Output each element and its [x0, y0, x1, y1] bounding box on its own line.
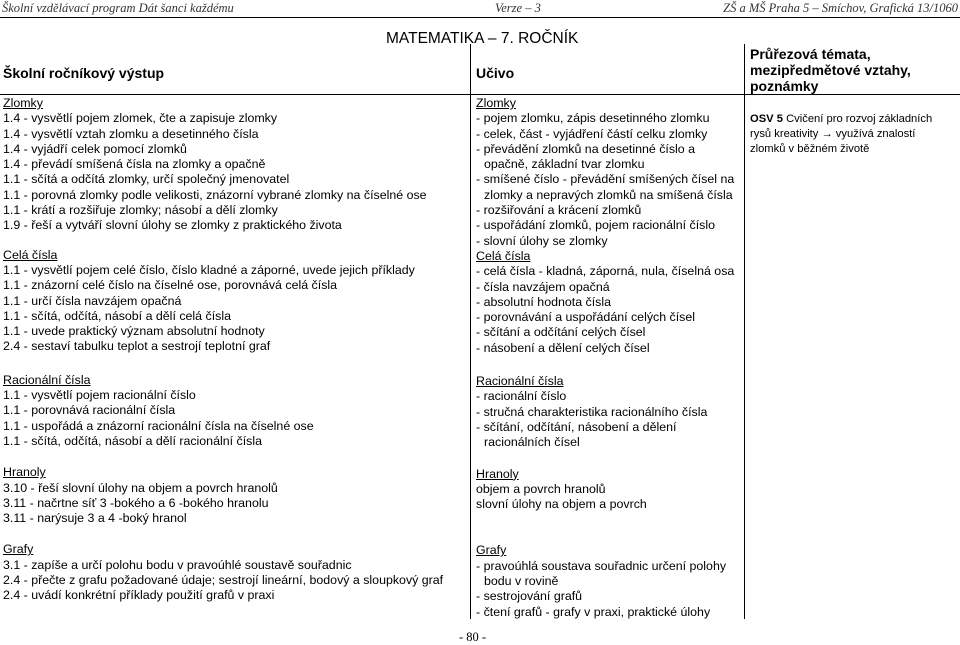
list-item: 1.1 - vysvětlí pojem racionální číslo	[3, 388, 196, 403]
vystup-section-cela-cisla	[3, 248, 465, 355]
temata-note	[750, 112, 958, 157]
ucivo-section-hranoly	[476, 467, 742, 513]
column-divider-2	[744, 44, 745, 619]
list-item: - převádění zlomků na desetinné číslo a	[476, 141, 696, 156]
column-heading-ucivo: Učivo	[476, 65, 515, 81]
section-heading: Celá čísla	[3, 247, 58, 262]
list-item: 2.4 - uvádí konkrétní příklady použití grafů v praxi	[3, 588, 275, 603]
list-item: - rozšiřování a krácení zlomků	[476, 203, 642, 218]
section-heading: Grafy	[476, 543, 507, 558]
list-item: - smíšené číslo - převádění smíšených čísel na	[476, 172, 735, 187]
vystup-section-racionalni-cisla	[3, 373, 465, 449]
list-item: - absolutní hodnota čísla	[476, 294, 612, 309]
temata-text-2: rysů kreativity	[750, 128, 819, 140]
vystup-column	[3, 96, 465, 604]
list-item: 2.4 - přečte z grafu požadované údaje; sestrojí lineární, bodový a sloupkový graf	[3, 573, 444, 588]
list-item: 1.1 - uvede praktický význam absolutní hodnoty	[3, 324, 265, 339]
list-item: 1.1 - uspořádá a znázorní racionální čísla na číselné ose	[3, 418, 314, 433]
list-item: - celek, část - vyjádření částí celku zlomky	[476, 126, 708, 141]
list-item: 1.1 - porovná zlomky podle velikosti, znázorní vybrané zlomky na číselné ose	[3, 187, 427, 202]
header-rule	[0, 17, 960, 18]
section-heading: Zlomky	[3, 96, 43, 110]
column-heading-vystup: Školní ročníkový výstup	[3, 65, 165, 81]
temata-text-1: Cvičení pro rozvoj základních	[786, 113, 933, 125]
section-heading: Racionální čísla	[476, 374, 564, 389]
list-item: bodu v rovině	[484, 574, 559, 589]
list-item: 1.1 - určí čísla navzájem opačná	[3, 293, 182, 308]
column-divider-1	[470, 44, 471, 619]
ucivo-section-cela-cisla	[476, 249, 742, 356]
ucivo-section-grafy	[476, 543, 742, 619]
list-item: 1.1 - znázorní celé číslo na číselné ose, porovnává celá čísla	[3, 278, 338, 293]
page-title: MATEMATIKA – 7. ROČNÍK	[386, 30, 579, 47]
list-item: 1.4 - vysvětlí pojem zlomek, čte a zapisuje zlomky	[3, 111, 278, 126]
list-item: 1.1 - vysvětlí pojem celé číslo, číslo kladné a záporné, uvede jejich příklady	[3, 262, 415, 277]
list-item: 3.1 - zapíše a určí polohu bodu v pravoúhlé soustavě souřadnic	[3, 557, 352, 572]
temata-text-3: využívá znalostí	[835, 128, 916, 140]
vystup-section-zlomky	[3, 96, 465, 234]
header-version: Verze – 3	[495, 1, 541, 15]
list-item: 1.1 - sčítá, odčítá, násobí a dělí celá čísla	[3, 308, 231, 323]
vystup-section-hranoly	[3, 465, 465, 526]
list-item: - slovní úlohy se zlomky	[476, 233, 608, 248]
list-item: - uspořádání zlomků, pojem racionální číslo	[476, 218, 715, 233]
section-heading: Grafy	[3, 542, 34, 557]
list-item: 1.4 - vyjádří celek pomocí zlomků	[3, 141, 187, 156]
list-item: slovní úlohy na objem a povrch	[476, 497, 647, 512]
list-item: objem a povrch hranolů	[476, 481, 606, 496]
list-item: 1.1 - krátí a rozšiřuje zlomky; násobí a dělí zlomky	[3, 203, 278, 218]
section-heading: Hranoly	[476, 466, 519, 481]
list-item: zlomky a nepravých zlomků na smíšená čísla	[484, 187, 733, 202]
list-item: - celá čísla - kladná, záporná, nula, číselná osa	[476, 264, 735, 279]
temata-text-4: zlomků v běžném životě	[750, 143, 870, 155]
section-heading: Hranoly	[3, 465, 46, 480]
list-item: - racionální číslo	[476, 389, 567, 404]
list-item: 2.4 - sestaví tabulku teplot a sestrojí teplotní graf	[3, 339, 271, 354]
vystup-section-grafy	[3, 542, 465, 603]
header-school-address: ZŠ a MŠ Praha 5 – Smíchov, Grafická 13/1060	[723, 1, 958, 15]
list-item: 3.11 - načrtne síť 3 -bokého a 6 -bokého hranolu	[3, 495, 269, 510]
section-heading: Racionální čísla	[3, 372, 91, 387]
page-header	[0, 0, 960, 16]
list-item: racionálních čísel	[484, 435, 580, 450]
list-item: - násobení a dělení celých čísel	[476, 340, 650, 355]
list-item: opačně, základní tvar zlomku	[484, 157, 645, 172]
ucivo-section-racionalni-cisla	[476, 374, 742, 450]
list-item: 1.4 - vysvětlí vztah zlomku a desetinného čísla	[3, 126, 259, 141]
page-number: - 80 -	[459, 630, 487, 644]
column-heading-temata: Průřezová témata, mezipředmětové vztahy, poznámky	[750, 46, 911, 94]
list-item: - sčítání, odčítání, násobení a dělení	[476, 419, 677, 434]
osv-code: OSV 5	[750, 113, 783, 125]
list-item: - stručná charakteristika racionálního čísla	[476, 404, 708, 419]
ucivo-section-zlomky	[476, 96, 742, 249]
list-item: - čtení grafů - grafy v praxi, praktické úlohy	[476, 604, 711, 619]
list-item: - sestrojování grafů	[476, 589, 583, 604]
list-item: 1.9 - řeší a vytváří slovní úlohy se zlomky z praktického života	[3, 218, 342, 233]
list-item: 3.10 - řeší slovní úlohy na objem a povrch hranolů	[3, 480, 278, 495]
arrow-right-icon: →	[821, 128, 833, 140]
list-item: 1.1 - sčítá, odčítá, násobí a dělí racionální čísla	[3, 433, 262, 448]
list-item: 1.4 - převádí smíšená čísla na zlomky a opačně	[3, 157, 266, 172]
list-item: - pravoúhlá soustava souřadnic určení polohy	[476, 558, 727, 573]
table-header-rule	[0, 94, 960, 95]
section-heading: Zlomky	[476, 96, 516, 110]
list-item: 1.1 - porovnává racionální čísla	[3, 403, 176, 418]
list-item: - čísla navzájem opačná	[476, 279, 610, 294]
list-item: - sčítání a odčítání celých čísel	[476, 325, 646, 340]
list-item: - porovnávání a uspořádání celých čísel	[476, 310, 696, 325]
list-item: - pojem zlomku, zápis desetinného zlomku	[476, 111, 710, 126]
list-item: 3.11 - narýsuje 3 a 4 -boký hranol	[3, 511, 187, 526]
section-heading: Celá čísla	[476, 248, 531, 263]
header-school-program: Školní vzdělávací program Dát šanci každému	[2, 1, 234, 15]
ucivo-column	[476, 96, 742, 620]
list-item: 1.1 - sčítá a odčítá zlomky, určí společný jmenovatel	[3, 172, 290, 187]
